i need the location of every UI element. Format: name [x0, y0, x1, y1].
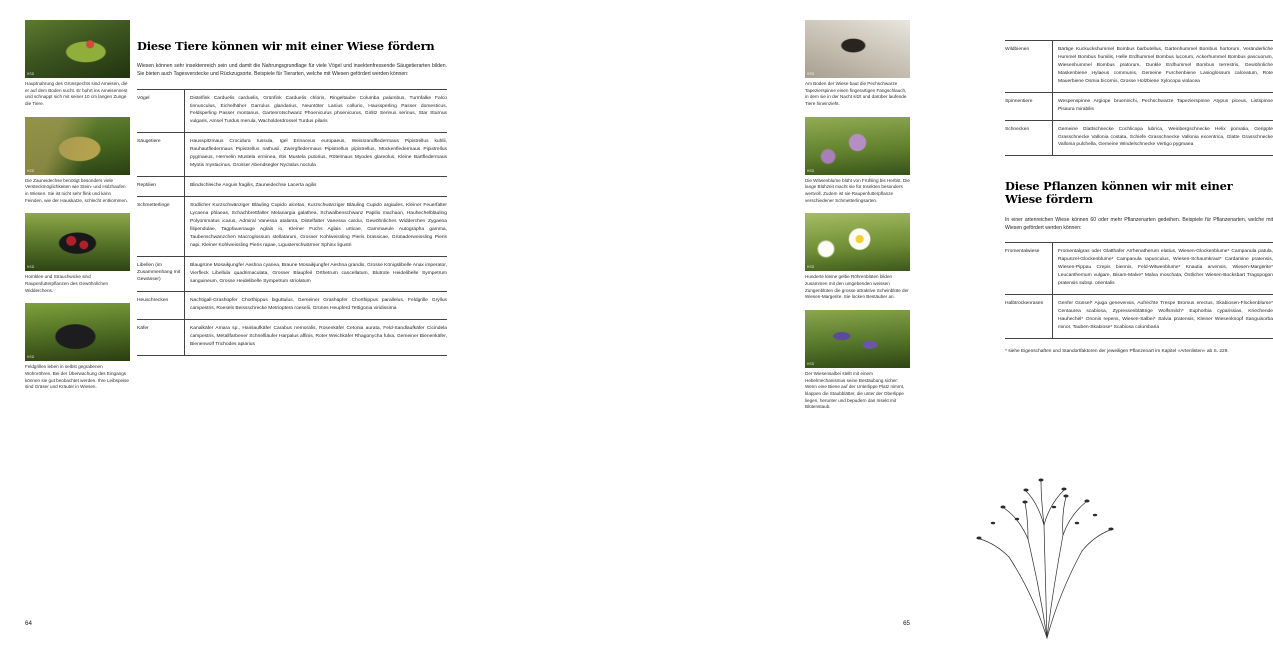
page-title-plants: Diese Pflanzen können wir mit einer Wiese fördern [1005, 179, 1233, 207]
photo-credit-tag: HSD [807, 361, 815, 366]
animal-species-table [137, 89, 447, 357]
gruenspecht-photo [25, 20, 130, 78]
feldgrille-photo-block [25, 303, 130, 391]
intro-paragraph-plants: In einer artenreichen Wiese können 60 oder mehr Pflanzenarten gedeihen. Beispiele für Pflanzenarten, welche mit Wiesen gefördert werden können: [1005, 216, 1273, 231]
table-row [137, 177, 447, 197]
widderchen-photo-block [25, 213, 130, 294]
right-main-column [1005, 40, 1273, 355]
species-category-cell: Halbtrockenrasen [1005, 294, 1053, 338]
species-list-cell: Fromentalgras oder Glatthafer Arrhenatherum elatius, Wiesen-Glockenblume* Campanula patula, Rapunzel-Glockenblume* Campanula rapunculus, Wiesen-Schaumkraut* Cardamine pratensis, Wiesen-Pippau Crepis biennis, Feld-Witwenblume* Knautia arvensis, Wiesen-Margerite* Leucanthemum vulgare, Bisam-Malve* Malva moschata, Östlicher Wiesen-Bocksbart Tragopogon pratensis subsp. orientalis [1053, 243, 1273, 295]
table-row [137, 320, 447, 356]
widderchen-photo [25, 213, 130, 271]
table-row [137, 292, 447, 320]
table-row [137, 89, 447, 133]
gruenspecht-photo-caption: Hauptnahrung des Grünspechts sind Ameisen, die er auf dem Boden sucht. Er bohrt ins Ameisennest und schnappt sich mit seiner 10 cm langen Zunge die Tiere. [25, 81, 128, 106]
species-category-cell: Schnecken [1005, 120, 1053, 156]
species-list-cell: Nachtigall-Grashüpfer Chorthippus biguttulus, Gemeiner Grashüpfer Chorthippus parallelus, Feldgrille Gryllus campestris, Roesels Beissschrecke Metrioptera roeselii, Grünes Heupferd Tettigonia viridissima [185, 292, 448, 320]
zauneidechse-photo-block [25, 117, 130, 205]
right-photo-sidebar [805, 20, 910, 420]
photo-credit-tag: HSD [807, 265, 815, 270]
wiesensalbei-photo-caption: Der Wiesensalbei stellt mit einem Hebelmechanismus seine Bestäubung sicher: Wenn eine Biene auf der Unterlippe Platz nimmt, klappen die Staubblätter, die unter der Oberlippe liegen, herunter und bepudern das Insekt mit Blütenstaub. [805, 370, 905, 410]
photo-credit-tag: HSD [27, 72, 35, 76]
page-title-animals: Diese Tiere können wir mit einer Wiese fördern [137, 39, 435, 53]
margerite-photo-block [805, 213, 910, 301]
photo-credit-tag: HSD [27, 168, 35, 173]
species-list-cell: Wespenspinne Argiope bruennichi, Pechschwarze Tapezierspinne Atypus piceus, Listspinne Pisaura mirabilis [1053, 92, 1273, 120]
table-row [1005, 294, 1273, 338]
species-category-cell: Reptilien [137, 177, 185, 197]
photo-credit-tag: HSD [27, 265, 35, 270]
species-category-cell: Vögel [137, 89, 185, 133]
species-list-cell: Hausspitzmaus Crocidura russula, Igel Erinaceus europaeus, Weissrandfledermaus Pipistrellus kuhlii, Rauhautfledermaus Pipistrellus nathusii, Zwergfledermaus Pipistrellus pipistrellus, Mückenfledermaus Pipistrellus pygmaeus, Hermelin Mustela erminea, Iltis Mustela putorius, Rötelmaus Myodes glareolus, Kleine Bartfledermaus Myotis mystacinus, Grosser Abendsegler Nyctalus noctula [185, 133, 448, 177]
wiesensalbei-photo [805, 310, 910, 368]
species-category-cell: Heuschrecken [137, 292, 185, 320]
widderchen-photo-caption: Hornklee und Strauchwicke sind Raupenfutterpflanzen des Gewöhnlichen Widderchens. [25, 274, 108, 293]
species-category-cell: Fromentalwiese [1005, 243, 1053, 295]
species-list-cell: Genfer Günsel* Ajuga genevensis, Aufrechte Trespe Bromus erectus, Skabiosen-Flockenblume* Centaurea scabiosa, Zypressenblättrige Wolfsmilch* Euphorbia cyparissias, Kriechende Hauhechel* Ononis repens, Wiesen-Salbei* Salvia pratensis, Kleiner Wiesenknopf Sanguisorba minor, Tauben-Skabiose* Scabiosa columbaria [1053, 294, 1273, 338]
witwenblume-photo [805, 117, 910, 175]
table-row [1005, 243, 1273, 295]
species-category-cell: Schmetterlinge [137, 197, 185, 257]
photo-credit-tag: HSD [27, 355, 35, 360]
species-list-cell: Blaugrüne Mosaikjungfer Aeshna cyanea, Braune Mosaikjungfer Aeshna grandis, Grosse Königslibelle Anax imperator, Vierfleck Libellula quadrimaculata, Grosser Blaupfeil Orthetrum cancellatum, Blutrote Heidelibelle Sympetrum sanguineum, Grosse Heidelibelle Sympetrum striolatum [185, 256, 448, 292]
intro-paragraph-animals: Wiesen können sehr insektenreich sein und damit die Nahrungsgrundlage für viele Vögel und insektenfressende Säugetierarten bilden. Sie bieten auch Tagesverstecke und Rückzugsorte. Beispiele für Tierarten, welche mit Wiesen gefördert werden können: [137, 63, 447, 78]
page-number-left: 64 [25, 620, 32, 627]
page-number-right: 65 [903, 620, 910, 627]
species-list-cell: Gemeine Glattschnecke Cochlicopa lubrica, Weinbergschnecke Helix pomatia, Gerippte Grasschnecke Vallonia costata, Schiefe Grasschnecke Vallonia excentrica, Glatte Grasschnecke Vallonia pulchella, Gemeine Windelschnecke Vertigo pygmaea [1053, 120, 1273, 156]
tapezierspinne-photo-caption: Am Boden der Wiese baut die Pechschwarze Tapezierspinne einen fingerartigen Fangschlauch, in dem sie in der Nacht sitzt und darüber laufende Tiere hineinzieht. [805, 81, 907, 106]
wiesensalbei-photo-block [805, 310, 910, 411]
photo-credit-tag: HSD [807, 168, 815, 173]
table-row [1005, 92, 1273, 120]
page-left [0, 0, 467, 648]
species-list-cell: Bärtige Kuckuckshummel Bombus barbutellus, Gartenhummel Bombus hortorum, Veränderliche Hummel Bombus humilis, Helle Erdhummel Bombus lucorum, Ackerhummel Bombus pascuorum, Wiesenhummel Bombus pratorum, Dunkle Erdhummel Bombus terrestris, Gewöhnliche Maskenbiene Hylaeus communis, Gemeine Furchenbiene Lasioglossum calceatum, Rote Mauerbiene Osmia bicornis, Grosse Holzbiene Xylocopa violacea [1053, 41, 1273, 93]
species-list-cell: Kanalkäfer Amara sp., Hainlaufkäfer Carabus nemoralis, Rosenkäfer Cetonia aurata, Feld-Sandlaufkäfer Cicindela campestris, Metallfarbener Schnellläufer Harpalus affinis, Roter Weichkäfer Rhagonycha fulva, Gemeiner Bienenkäfer, Bienenwolf Trichodes apiarius [185, 320, 448, 356]
species-category-cell: Säugetiere [137, 133, 185, 177]
table-row [137, 256, 447, 292]
grass-illustration [962, 463, 1132, 638]
margerite-photo [805, 213, 910, 271]
plant-species-table [1005, 242, 1273, 338]
left-main-column [137, 40, 447, 356]
table-row [1005, 41, 1273, 93]
left-photo-sidebar [25, 20, 130, 400]
table-row [1005, 120, 1273, 156]
zauneidechse-photo [25, 117, 130, 175]
witwenblume-photo-caption: Die Witwenblume blüht von Frühling bis Herbst. Die lange Blühzeit macht sie für Insekten besonders wertvoll. Zudem ist sie Raupenfutterpflanze verschiedener Schmetterlingsarten. [805, 177, 910, 203]
feldgrille-photo-caption: Feldgrillen leben in selbst gegrabenen Wohnröhren. Bei der Überwachung des Eingangs können sie gut beobachtet werden. Ihre Leibspeise sind Gräser und Kräuter in Wiesen. [25, 364, 129, 390]
gruenspecht-photo-block [25, 20, 130, 108]
feldgrille-photo [25, 303, 130, 361]
species-category-cell: Wildbienen [1005, 41, 1053, 93]
species-category-cell: Käfer [137, 320, 185, 356]
witwenblume-photo-block [805, 117, 910, 205]
animal-species-table-cont [1005, 40, 1273, 156]
tapezierspinne-photo [805, 20, 910, 78]
table-row [137, 197, 447, 257]
species-category-cell: Spinnentiere [1005, 92, 1053, 120]
margerite-photo-caption: Hunderte kleine gelbe Röhrenblüten bilden zusammen mit den umgebenden weissen Zungenblüten die grosse attraktive Scheinblüte der Wiesen-Margerite. Sie locken Bestäuber an. [805, 274, 909, 300]
table-row [137, 133, 447, 177]
species-list-cell: Blindschleiche Anguis fragilis, Zauneidechse Lacerta agilis [185, 177, 448, 197]
footnote-asterisk: * siehe Eigenschaften und Standortfaktoren der jeweiligen Pflanzenart im Kapitel «Artenlisten» ab S. 229. [1005, 348, 1229, 354]
tapezierspinne-photo-block [805, 20, 910, 108]
page-right [467, 0, 1273, 648]
species-list-cell: Distelfink Carduelis carduelis, Grünfink Carduelis chloris, Ringeltaube Columba palumbus, Turmfalke Falco tinnunculus, Eichelhäher Garrulus glandarius, Neuntöter Lanius collurio, Haussperling Passer domesticus, Feldsperling Passer montanus, Gartenrotschwanz Phoenicurus phoenicurus, Girlitz Serinus serinus, Star Sturnus vulgaris, Amsel Turdus merula, Wacholderdrossel Turdus pilaris [185, 89, 448, 133]
photo-credit-tag: HSD [807, 72, 815, 76]
species-list-cell: Südlicher Kurzschwänziger Bläuling Cupido alcetas, Kurzschwänziger Bläuling Cupido argiades, Kleiner Feuerfalter Lycaena phlaeas, Schachbrettfalter Melanargia galathea, Schwalbenschwanz Papilio machaon, Hauhechelbläuling Polyommatus icarus, Admiral Vanessa atalanta, Distelfalter Vanessa cardui, Gewöhnliches Widderchen Zygaena filipendulae, Tagpfauenauge Aglais io, Kleiner Fuchs Aglais urticae, Gammaeule Autographa gamma, Taubenschwänzchen Macroglossum stellatarum, Grosser Kohlweissling Pieris brassicae, Grünaderweissling Pieris napi, Kleiner Kohlweissling Pieris rapae, Ligusterschwärmer Sphinx ligustri [185, 197, 448, 257]
zauneidechse-photo-caption: Die Zauneidechse benötigt besonders viele Versteckmöglichkeiten wie Stein- und Holzhaufen in Wiesen. Sie ist nicht sehr flink und kann Feinden, wie der Hauskatze, schlecht entkommen. [25, 177, 128, 203]
species-category-cell: Libellen (im Zusammenhang mit Gewässer) [137, 256, 185, 292]
